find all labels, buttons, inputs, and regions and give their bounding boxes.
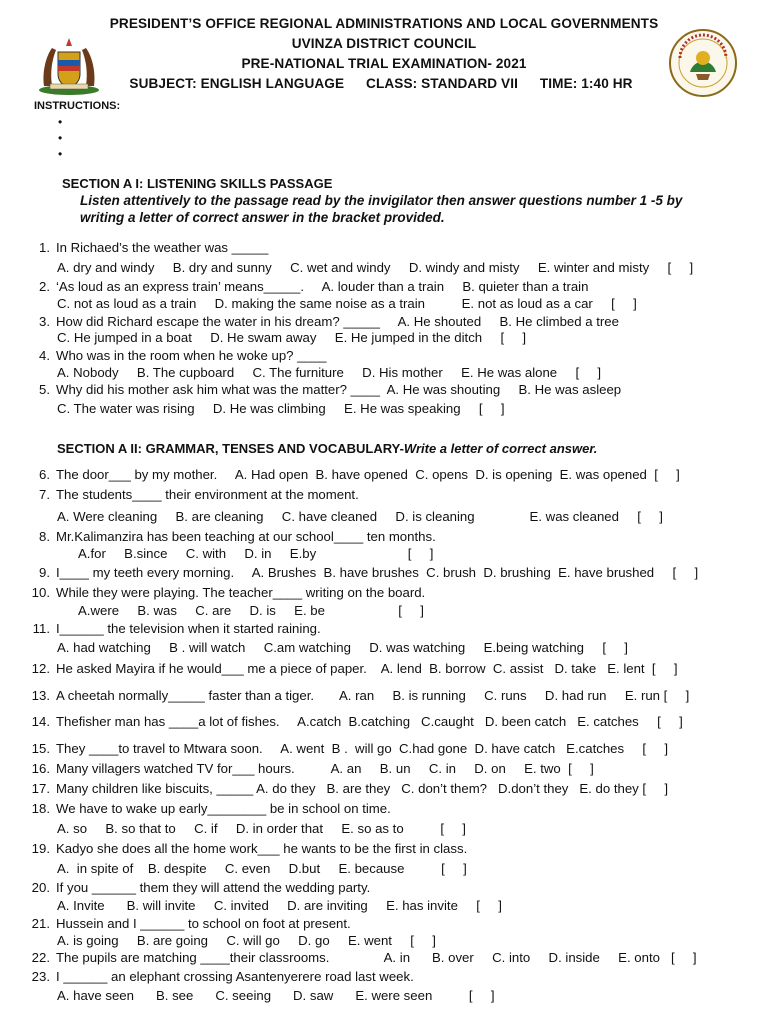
question-4: 4. Who was in the room when he woke up? ____	[39, 348, 327, 363]
question-19: 19. Kadyo she does all the home work___ he wants to be the first in class.	[31, 841, 468, 856]
question-7: 7. The students____ their environment at the moment.	[39, 487, 359, 502]
question-6: 6. The door___ by my mother. A. Had open B. have opened C. opens D. is opening E. was opened [ ]	[39, 467, 680, 482]
question-8: 8. Mr.Kalimanzira has been teaching at our school____ ten months.	[39, 529, 436, 544]
question-text: The students____ their environment at the moment.	[56, 487, 359, 502]
question-text: If you ______ them they will attend the wedding party.	[56, 880, 371, 895]
question-text: ‘As loud as an express train’ means_____. A. louder than a train B. quieter than a train	[56, 279, 589, 294]
question-20: 20. If you ______ them they will attend the wedding party.	[31, 880, 371, 895]
question-text: Many villagers watched TV for___ hours. A. an B. un C. in D. on E. two [ ]	[56, 761, 594, 776]
question-text: We have to wake up early________ be in school on time.	[56, 801, 391, 816]
question-text: Who was in the room when he woke up? ____	[56, 348, 327, 363]
question-3-options: C. He jumped in a boat D. He swam away E. He jumped in the ditch [ ]	[57, 330, 527, 345]
bullet-item: •	[58, 147, 63, 161]
question-8-options: A.for B.since C. with D. in E.by [ ]	[78, 546, 434, 561]
question-text: The door___ by my mother. A. Had open B. have opened C. opens D. is opening E. was opened [ ]	[56, 467, 680, 482]
question-text: A cheetah normally_____ faster than a tiger. A. ran B. is running C. runs D. had run E. run [ ]	[56, 688, 690, 703]
question-12: 12. He asked Mayira if he would___ me a piece of paper. A. lend B. borrow C. assist D. take E. lent [ ]	[31, 661, 678, 676]
time-label: TIME: 1:40 HR	[539, 76, 633, 91]
question-11: 11. I______ the television when it started raining.	[32, 621, 321, 636]
question-18: 18. We have to wake up early________ be in school on time.	[31, 801, 391, 816]
question-15: 15. They ____to travel to Mtwara soon. A. went B . will go C.had gone D. have catch E.catches [ ]	[31, 741, 669, 756]
section-a1-instruction-1: Listen attentively to the passage read by the invigilator then answer questions number 1 -5 by	[80, 193, 683, 208]
question-text: In Richaed’s the weather was _____	[56, 240, 269, 255]
question-text: Kadyo she does all the home work___ he wants to be the first in class.	[56, 841, 468, 856]
question-13: 13. A cheetah normally_____ faster than a tiger. A. ran B. is running C. runs D. had run E. run [ ]	[31, 688, 690, 703]
instruction-bullets	[58, 114, 62, 162]
question-text: How did Richard escape the water in his dream? _____ A. He shouted B. He climbed a tree	[56, 314, 619, 329]
subject-label: SUBJECT: ENGLISH LANGUAGE	[129, 76, 345, 91]
question-19-options: A. in spite of B. despite C. even D.but E. because [ ]	[57, 861, 467, 876]
question-text: The pupils are matching ____their classrooms. A. in B. over C. into D. inside E. onto [ ]	[56, 950, 697, 965]
section-a2-title: SECTION A II: GRAMMAR, TENSES AND VOCABULARY-	[57, 441, 404, 456]
section-a2-instruction: Write a letter of correct answer.	[403, 441, 598, 456]
header-line-1: PRESIDENT’S OFFICE REGIONAL ADMINISTRATIONS AND LOCAL GOVERNMENTS	[109, 16, 659, 31]
question-9: 9. I____ my teeth every morning. A. Brushes B. have brushes C. brush D. brushing E. have brushed [ ]	[39, 565, 699, 580]
header-subject-line	[0, 74, 768, 94]
question-text: I______ the television when it started raining.	[56, 621, 321, 636]
question-text: I ______ an elephant crossing Asantenyerere road last week.	[56, 969, 414, 984]
question-11-options: A. had watching B . will watch C.am watching D. was watching E.being watching [ ]	[57, 640, 628, 655]
question-1-options: A. dry and windy B. dry and sunny C. wet and windy D. windy and misty E. winter and misty [ ]	[57, 260, 694, 275]
class-label: CLASS: STANDARD VII	[366, 76, 518, 91]
question-text: I____ my teeth every morning. A. Brushes B. have brushes C. brush D. brushing E. have brushed [ ]	[56, 565, 699, 580]
question-text: Hussein and I ______ to school on foot at present.	[56, 916, 351, 931]
section-a1-instruction-2: writing a letter of correct answer in the bracket provided.	[80, 210, 445, 225]
question-text: Why did his mother ask him what was the matter? ____ A. He was shouting B. He was asleep	[56, 382, 622, 397]
question-1: 1. In Richaed’s the weather was _____	[39, 240, 269, 255]
header-line-2: UVINZA DISTRICT COUNCIL	[291, 36, 477, 51]
question-2: 2. ‘As loud as an express train’ means_____. A. louder than a train B. quieter than a train	[39, 279, 589, 294]
question-4-options: A. Nobody B. The cupboard C. The furniture D. His mother E. He was alone [ ]	[57, 365, 602, 380]
question-text: Thefisher man has ____a lot of fishes. A.catch B.catching C.caught D. been catch E. catches [ ]	[56, 714, 683, 729]
coat-of-arms-icon	[36, 34, 102, 96]
header-line-3: PRE-NATIONAL TRIAL EXAMINATION- 2021	[241, 56, 527, 71]
question-23: 23. I ______ an elephant crossing Asantenyerere road last week.	[31, 969, 414, 984]
question-3: 3. How did Richard escape the water in his dream? _____ A. He shouted B. He climbed a tree	[39, 314, 619, 329]
question-18-options: A. so B. so that to C. if D. in order that E. so as to [ ]	[57, 821, 466, 836]
exam-header	[0, 14, 768, 94]
question-5-options: C. The water was rising D. He was climbing E. He was speaking [ ]	[57, 401, 505, 416]
question-10: 10. While they were playing. The teacher____ writing on the board.	[31, 585, 426, 600]
question-20-options: A. Invite B. will invite C. invited D. are inviting E. has invite [ ]	[57, 898, 502, 913]
section-a2-heading	[57, 441, 597, 456]
bullet-item: •	[58, 115, 63, 129]
instructions-label: INSTRUCTIONS:	[34, 100, 121, 112]
question-2-options: C. not as loud as a train D. making the same noise as a train E. not as loud as a car [ ]	[57, 296, 637, 311]
question-text: While they were playing. The teacher____ writing on the board.	[56, 585, 426, 600]
question-21: 21. Hussein and I ______ to school on foot at present.	[31, 916, 351, 931]
question-text: Many children like biscuits, _____ A. do they B. are they C. don’t them? D.don’t they E. do they [ ]	[56, 781, 669, 796]
uvinza-district-council-seal-icon	[668, 28, 738, 98]
bullet-item: •	[58, 131, 63, 145]
section-a1-title: SECTION A I: LISTENING SKILLS PASSAGE	[62, 176, 333, 191]
question-17: 17. Many children like biscuits, _____ A. do they B. are they C. don’t them? D.don’t they E. do they [ ]	[31, 781, 669, 796]
question-10-options: A.were B. was C. are D. is E. be [ ]	[78, 603, 424, 618]
question-text: He asked Mayira if he would___ me a piece of paper. A. lend B. borrow C. assist D. take E. lent [ ]	[56, 661, 678, 676]
question-text: Mr.Kalimanzira has been teaching at our school____ ten months.	[56, 529, 436, 544]
question-14: 14. Thefisher man has ____a lot of fishes. A.catch B.catching C.caught D. been catch E. catches [ ]	[31, 714, 683, 729]
question-21-options: A. is going B. are going C. will go D. go E. went [ ]	[57, 933, 436, 948]
question-22: 22. The pupils are matching ____their classrooms. A. in B. over C. into D. inside E. onto [ ]	[31, 950, 697, 965]
question-23-options: A. have seen B. see C. seeing D. saw E. were seen [ ]	[57, 988, 495, 1003]
question-7-options: A. Were cleaning B. are cleaning C. have cleaned D. is cleaning E. was cleaned [ ]	[57, 509, 663, 524]
question-16: 16. Many villagers watched TV for___ hours. A. an B. un C. in D. on E. two [ ]	[31, 761, 594, 776]
question-5: 5. Why did his mother ask him what was the matter? ____ A. He was shouting B. He was asleep	[39, 382, 622, 397]
question-text: They ____to travel to Mtwara soon. A. went B . will go C.had gone D. have catch E.catches [ ]	[56, 741, 669, 756]
